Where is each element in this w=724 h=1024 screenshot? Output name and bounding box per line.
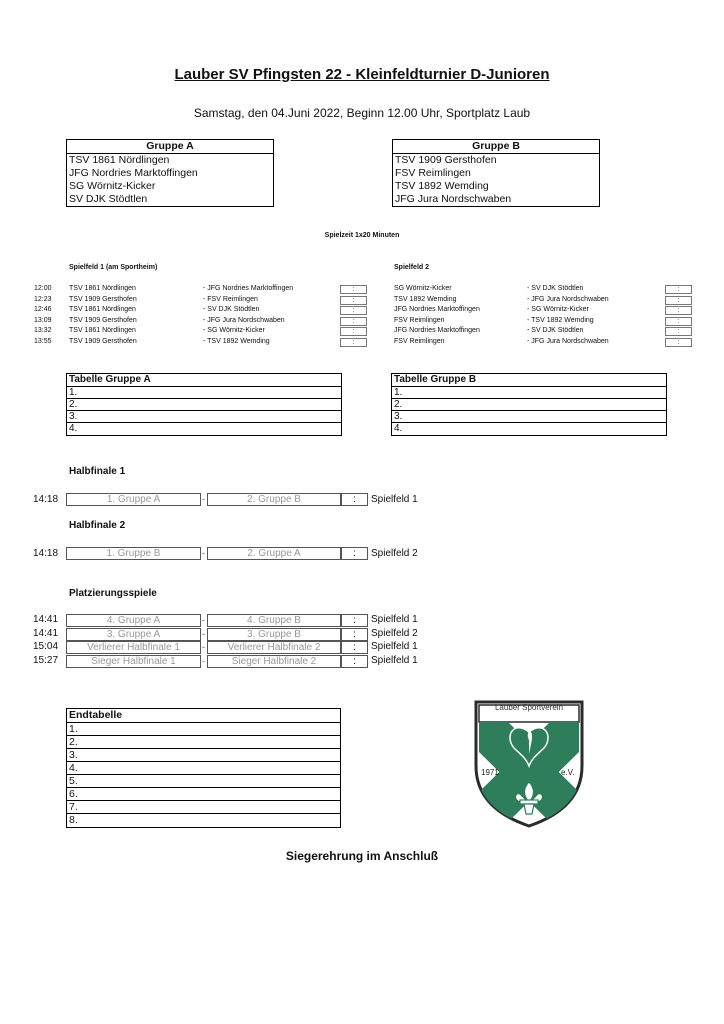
halbfinale1-away-slot[interactable]: 2. Gruppe B <box>207 493 341 506</box>
halbfinale2-field: Spielfeld 2 <box>371 548 418 559</box>
field2-match-home: JFG Nordries Marktoffingen <box>394 306 480 313</box>
platzierung-away-slot[interactable]: Sieger Halbfinale 2 <box>207 655 341 668</box>
field1-match-time: 13:55 <box>34 337 52 345</box>
platzierung-home-slot[interactable]: 3. Gruppe A <box>66 628 201 641</box>
halbfinale2-title: Halbfinale 2 <box>69 520 126 531</box>
siegerehrung-note: Siegerehrung im Anschluß <box>285 849 439 863</box>
table-row[interactable]: 2. <box>67 736 340 749</box>
logo-year: 1971 <box>481 768 499 777</box>
platzierung-title: Platzierungsspiele <box>69 588 157 599</box>
group-b-team: JFG Jura Nordschwaben <box>395 193 512 205</box>
table-group-b <box>391 373 667 436</box>
field1-score-box[interactable]: : <box>340 306 367 315</box>
table-row[interactable]: 7. <box>67 801 340 814</box>
table-row[interactable]: 2. <box>392 399 666 411</box>
field1-score-box[interactable]: : <box>340 338 367 347</box>
spielzeit-label: Spielzeit 1x20 Minuten <box>324 232 400 239</box>
platzierung-time: 15:27 <box>33 654 59 666</box>
table-row[interactable]: 3. <box>67 411 341 423</box>
table-row[interactable]: 4. <box>67 762 340 775</box>
table-row[interactable]: 3. <box>392 411 666 423</box>
field1-match-home: TSV 1909 Gersthofen <box>69 316 137 324</box>
field1-match-home: TSV 1861 Nördlingen <box>69 327 136 334</box>
table-group-a-title: Tabelle Gruppe A <box>67 374 341 387</box>
endtabelle <box>66 708 341 828</box>
slot-separator: - <box>202 548 205 558</box>
field2-score-box[interactable]: : <box>665 285 692 294</box>
field1-score-box[interactable]: : <box>340 327 367 336</box>
field2-match-away: - SV DJK Stödtlen <box>527 285 584 292</box>
group-a-team: TSV 1861 Nördlingen <box>69 154 170 166</box>
field1-score-box[interactable]: : <box>340 296 367 305</box>
platzierung-away-slot[interactable]: 3. Gruppe B <box>207 628 341 641</box>
field1-match-home: TSV 1909 Gersthofen <box>69 337 137 345</box>
platzierung-field: Spielfeld 2 <box>371 627 418 639</box>
platzierung-home-slot[interactable]: 4. Gruppe A <box>66 614 201 627</box>
field1-match-time: 12:23 <box>34 295 52 303</box>
field1-match-home: TSV 1909 Gersthofen <box>69 295 137 303</box>
table-row[interactable]: 1. <box>392 387 666 399</box>
field1-match-away: - FSV Reimlingen <box>203 295 258 303</box>
field2-match-home: TSV 1892 Wemding <box>394 295 457 303</box>
slot-separator: - <box>202 642 205 652</box>
slot-separator: - <box>202 494 205 504</box>
table-row[interactable]: 8. <box>69 814 78 826</box>
page-subtitle: Samstag, den 04.Juni 2022, Beginn 12.00 Uhr, Sportplatz Laub <box>193 106 531 120</box>
table-row[interactable]: 6. <box>67 788 340 801</box>
group-b-box <box>392 139 600 207</box>
group-a-team: SG Wörnitz-Kicker <box>69 180 156 192</box>
field2-match-away: - JFG Jura Nordschwaben <box>527 337 609 345</box>
platzierung-away-slot[interactable]: Verlierer Halbfinale 2 <box>207 641 341 654</box>
table-row[interactable]: 4. <box>69 423 78 434</box>
group-b-team: TSV 1892 Wemding <box>395 180 489 192</box>
club-crest-icon <box>470 696 588 830</box>
slot-separator: - <box>202 628 205 639</box>
field1-score-box[interactable]: : <box>340 285 367 294</box>
field1-match-time: 13:32 <box>34 327 52 334</box>
platzierung-time: 14:41 <box>33 627 59 639</box>
table-group-a <box>66 373 342 436</box>
field1-label: Spielfeld 1 (am Sportheim) <box>69 264 158 271</box>
halbfinale2-away-slot[interactable]: 2. Gruppe A <box>207 547 341 560</box>
field2-match-home: JFG Nordries Marktoffingen <box>394 327 480 334</box>
platzierung-time: 14:41 <box>33 614 59 625</box>
field1-match-time: 12:46 <box>34 306 52 313</box>
field2-score-box[interactable]: : <box>665 317 692 326</box>
field2-match-home: FSV Reimlingen <box>394 337 445 345</box>
field1-match-home: TSV 1861 Nördlingen <box>69 285 136 292</box>
field2-match-away: - TSV 1892 Wemding <box>527 316 594 324</box>
group-a-title: Gruppe A <box>67 140 273 154</box>
platzierung-score-box[interactable]: : <box>341 614 368 627</box>
page-title: Lauber SV Pfingsten 22 - Kleinfeldturnier D-Junioren <box>174 66 550 83</box>
group-a-box <box>66 139 274 207</box>
table-row[interactable]: 2. <box>67 399 341 411</box>
table-row[interactable]: 5. <box>67 775 340 788</box>
halbfinale1-score-box[interactable]: : <box>341 493 368 506</box>
table-row[interactable]: 4. <box>394 423 403 434</box>
halbfinale1-home-slot[interactable]: 1. Gruppe A <box>66 493 201 506</box>
field1-match-home: TSV 1861 Nördlingen <box>69 306 136 313</box>
field2-match-away: - JFG Jura Nordschwaben <box>527 295 609 303</box>
table-row[interactable]: 1. <box>67 387 341 399</box>
platzierung-home-slot[interactable]: Verlierer Halbfinale 1 <box>66 641 201 654</box>
halbfinale2-time: 14:18 <box>33 548 59 559</box>
field2-score-box[interactable]: : <box>665 306 692 315</box>
group-a-team: SV DJK Stödtlen <box>69 193 148 205</box>
group-a-team: JFG Nordries Marktoffingen <box>69 167 198 179</box>
field2-score-box[interactable]: : <box>665 338 692 347</box>
logo-suffix: e.V. <box>561 768 575 777</box>
group-b-team: TSV 1909 Gersthofen <box>395 154 497 166</box>
field1-match-time: 12:00 <box>34 285 52 292</box>
field1-match-away: - SV DJK Stödtlen <box>203 306 260 313</box>
platzierung-score-box[interactable]: : <box>341 641 368 654</box>
halbfinale2-score-box[interactable]: : <box>341 547 368 560</box>
field2-score-box[interactable]: : <box>665 327 692 336</box>
platzierung-home-slot[interactable]: Sieger Halbfinale 1 <box>66 655 201 668</box>
field1-match-time: 13:09 <box>34 316 52 324</box>
club-logo <box>470 696 588 830</box>
field2-label: Spielfeld 2 <box>394 264 430 271</box>
field2-match-away: - SV DJK Stödtlen <box>527 327 584 334</box>
platzierung-field: Spielfeld 1 <box>371 654 418 666</box>
halbfinale2-home-slot[interactable]: 1. Gruppe B <box>66 547 201 560</box>
platzierung-away-slot[interactable]: 4. Gruppe B <box>207 614 341 627</box>
field1-match-away: - JFG Jura Nordschwaben <box>203 316 285 324</box>
logo-text: Lauber Sportverein <box>494 703 564 712</box>
field1-match-away: - TSV 1892 Wemding <box>203 337 270 345</box>
halbfinale1-time: 14:18 <box>33 494 59 505</box>
table-group-b-title: Tabelle Gruppe B <box>392 374 666 387</box>
platzierung-time: 15:04 <box>33 641 59 652</box>
slot-separator: - <box>202 615 205 625</box>
halbfinale1-field: Spielfeld 1 <box>371 494 418 505</box>
group-b-team: FSV Reimlingen <box>395 167 471 179</box>
table-row[interactable]: 1. <box>67 723 340 736</box>
platzierung-score-box[interactable]: : <box>341 655 368 668</box>
field2-match-home: SG Wörnitz-Kicker <box>394 285 452 292</box>
platzierung-field: Spielfeld 1 <box>371 614 418 625</box>
field1-score-box[interactable]: : <box>340 317 367 326</box>
field1-match-away: - JFG Nordries Marktoffingen <box>203 285 294 292</box>
field1-match-away: - SG Wörnitz-Kicker <box>203 327 265 334</box>
halbfinale1-title: Halbfinale 1 <box>69 466 126 477</box>
table-row[interactable]: 3. <box>67 749 340 762</box>
field2-match-home: FSV Reimlingen <box>394 316 445 324</box>
platzierung-score-box[interactable]: : <box>341 628 368 641</box>
endtabelle-title: Endtabelle <box>67 709 340 723</box>
field2-score-box[interactable]: : <box>665 296 692 305</box>
group-b-title: Gruppe B <box>393 140 599 154</box>
field2-match-away: - SG Wörnitz-Kicker <box>527 306 589 313</box>
slot-separator: - <box>202 655 205 666</box>
platzierung-field: Spielfeld 1 <box>371 641 418 652</box>
